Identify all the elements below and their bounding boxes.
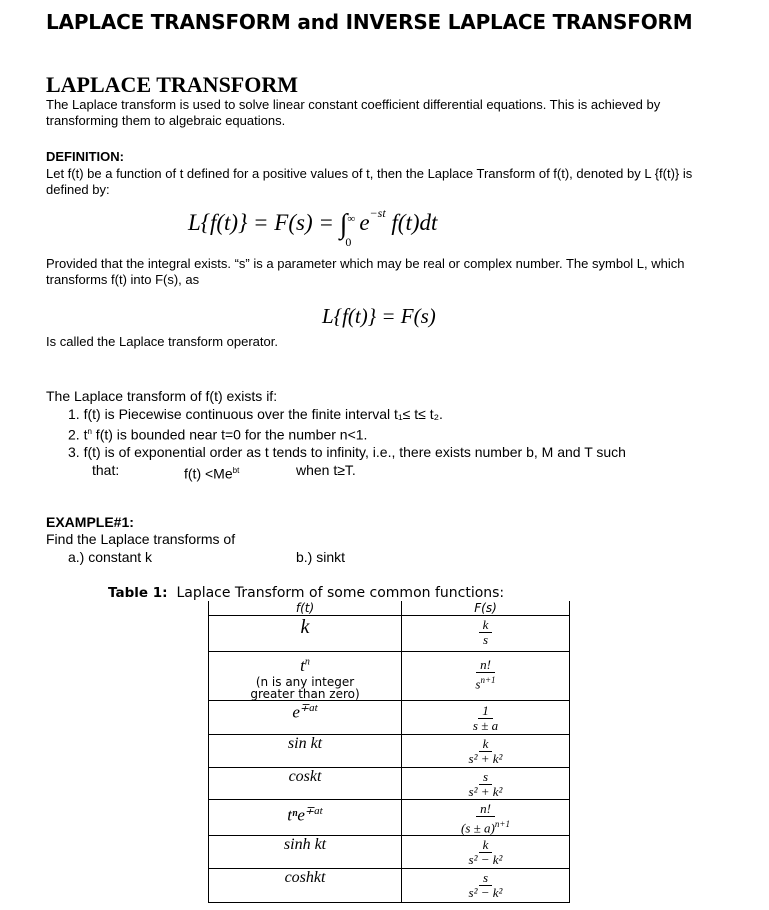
table-row <box>209 869 570 903</box>
table-cell-f <box>209 836 402 869</box>
cond-sup: bt <box>232 465 240 475</box>
table-row <box>209 800 570 836</box>
table-header-row <box>209 601 570 616</box>
fraction-denominator: s ± a <box>472 718 499 733</box>
list-item <box>46 406 746 424</box>
table-cell-F <box>402 735 570 768</box>
provided-paragraph: Provided that the integral exists. “s” is a parameter which may be real or complex number. The symbol L, which transforms f(t) into F(s), as <box>46 256 685 287</box>
fraction-denominator: s <box>475 676 481 692</box>
transform-fraction <box>461 802 510 835</box>
table-cell-f <box>209 652 402 701</box>
definition-text: Let f(t) be a function of t defined for a positive values of t, then the Laplace Transform of f(t), denoted by L {f(t)} is defined by: <box>46 166 693 197</box>
transform-fraction <box>469 737 503 766</box>
table-cell-F <box>402 701 570 735</box>
list-number: 3. <box>68 444 80 461</box>
fraction-numerator: s <box>479 770 492 785</box>
table-cell-F <box>402 616 570 652</box>
transform-fraction <box>475 658 495 691</box>
fraction-denominator: s <box>482 632 489 647</box>
formula-exponent: −st <box>369 206 386 221</box>
fraction-denominator: s² + k² <box>468 751 503 766</box>
integral-upper-limit: ∞ <box>347 213 356 225</box>
integral-lower-limit: 0 <box>345 235 352 249</box>
table-cell-f <box>209 735 402 768</box>
transform-fraction <box>479 618 493 647</box>
denominator-exponent: n+1 <box>480 675 496 685</box>
transform-fraction <box>469 838 503 867</box>
fraction-numerator: k <box>479 838 493 853</box>
table-cell-F <box>402 768 570 800</box>
table-cell-f <box>209 800 402 836</box>
transform-fraction <box>469 770 503 799</box>
transform-fraction <box>469 871 503 900</box>
fraction-denominator: s² − k² <box>468 885 503 901</box>
cond-when: when t≥T. <box>296 461 356 478</box>
cond-expr: f(t) <Me <box>184 465 233 482</box>
laplace-operator-formula: L{f(t)} = F(s) <box>322 304 436 328</box>
f-expression: k <box>300 616 310 638</box>
fraction-numerator: s <box>479 871 492 886</box>
f-expression: coshkt <box>284 869 326 887</box>
example-label: EXAMPLE#1: <box>46 514 134 530</box>
f-exponent: ∓at <box>299 702 318 714</box>
laplace-definition-formula <box>188 206 438 249</box>
section-heading: LAPLACE TRANSFORM <box>46 72 299 97</box>
list-number: 2. <box>68 426 80 443</box>
f-expression: e <box>292 702 300 722</box>
list-sup: n <box>87 427 92 436</box>
table-row <box>209 652 570 701</box>
table-cell-f <box>209 616 402 652</box>
f-exponent: ∓at <box>304 805 323 817</box>
fraction-numerator: k <box>479 618 493 633</box>
fraction-denominator: s² − k² <box>468 852 503 868</box>
intro-paragraph: The Laplace transform is used to solve linear constant coefficient differential equations. This is achieved by transforming them to algebraic equations. <box>46 97 661 128</box>
table-row <box>209 701 570 735</box>
fraction-numerator: n! <box>476 658 495 673</box>
example-text: Find the Laplace transforms of <box>46 531 236 547</box>
column-header-F: F(s) <box>402 601 570 616</box>
existence-list <box>46 406 746 480</box>
list-text: f(t) is of exponential order as t tends to infinity, i.e., there exists number b, M and T such <box>83 444 626 461</box>
fraction-numerator: 1 <box>478 704 493 719</box>
f-exponent: n <box>304 656 310 668</box>
list-pre: t <box>83 426 88 443</box>
list-text: f(t) is Piecewise continuous over the finite interval t₁≤ t≤ t₂. <box>83 405 443 422</box>
list-item-continuation <box>46 462 746 480</box>
operator-text: Is called the Laplace transform operator. <box>46 334 278 349</box>
table-row <box>209 768 570 800</box>
list-item <box>46 444 746 462</box>
fraction-denominator: s² + k² <box>468 784 503 799</box>
f-expression: sinh kt <box>283 836 327 854</box>
column-header-f: f(t) <box>209 601 402 616</box>
table-row <box>209 616 570 652</box>
transform-fraction <box>473 704 498 733</box>
table-cell-F <box>402 652 570 701</box>
cond-expression <box>184 462 239 483</box>
list-text: f(t) is bounded near t=0 for the number n<1. <box>91 426 368 443</box>
table-caption-text: Laplace Transform of some common functions: <box>176 585 505 601</box>
fraction-denominator: (s ± a) <box>461 820 495 836</box>
table-cell-F <box>402 869 570 903</box>
list-number: 1. <box>68 405 80 422</box>
table-caption <box>108 585 504 601</box>
f-expression: tⁿe <box>287 805 305 825</box>
f-note-line2: greater than zero) <box>250 687 360 701</box>
laplace-table <box>208 601 570 903</box>
table-cell-F <box>402 800 570 836</box>
f-note-line1: (n is any integer <box>255 675 355 689</box>
integral-sign: ∫ <box>339 209 348 240</box>
formula-integrand: e <box>359 210 370 235</box>
cond-that: that: <box>92 461 120 478</box>
denominator-exponent: n+1 <box>494 819 510 829</box>
formula-rest: f(t)dt <box>385 210 438 235</box>
formula-lhs: L{f(t)} = F(s) = <box>188 210 340 235</box>
table-cell-f <box>209 869 402 903</box>
page-title: LAPLACE TRANSFORM and INVERSE LAPLACE TRANSFORM <box>46 10 693 34</box>
definition-label: DEFINITION: <box>46 149 124 164</box>
table-row <box>209 836 570 869</box>
fraction-numerator: n! <box>476 802 495 817</box>
f-expression: t <box>300 656 305 675</box>
f-expression: coskt <box>288 768 322 785</box>
existence-intro: The Laplace transform of f(t) exists if: <box>46 388 278 404</box>
table-cell-f <box>209 768 402 800</box>
f-expression: sin kt <box>287 735 323 752</box>
table-cell-f <box>209 701 402 735</box>
table-row <box>209 735 570 768</box>
list-item <box>46 423 746 444</box>
table-cell-F <box>402 836 570 869</box>
fraction-numerator: k <box>479 737 493 752</box>
existence-conditions <box>46 388 746 480</box>
example-part-b: b.) sinkt <box>296 549 346 565</box>
example-part-a: a.) constant k <box>68 549 153 565</box>
table-caption-label: Table 1: <box>108 585 168 601</box>
